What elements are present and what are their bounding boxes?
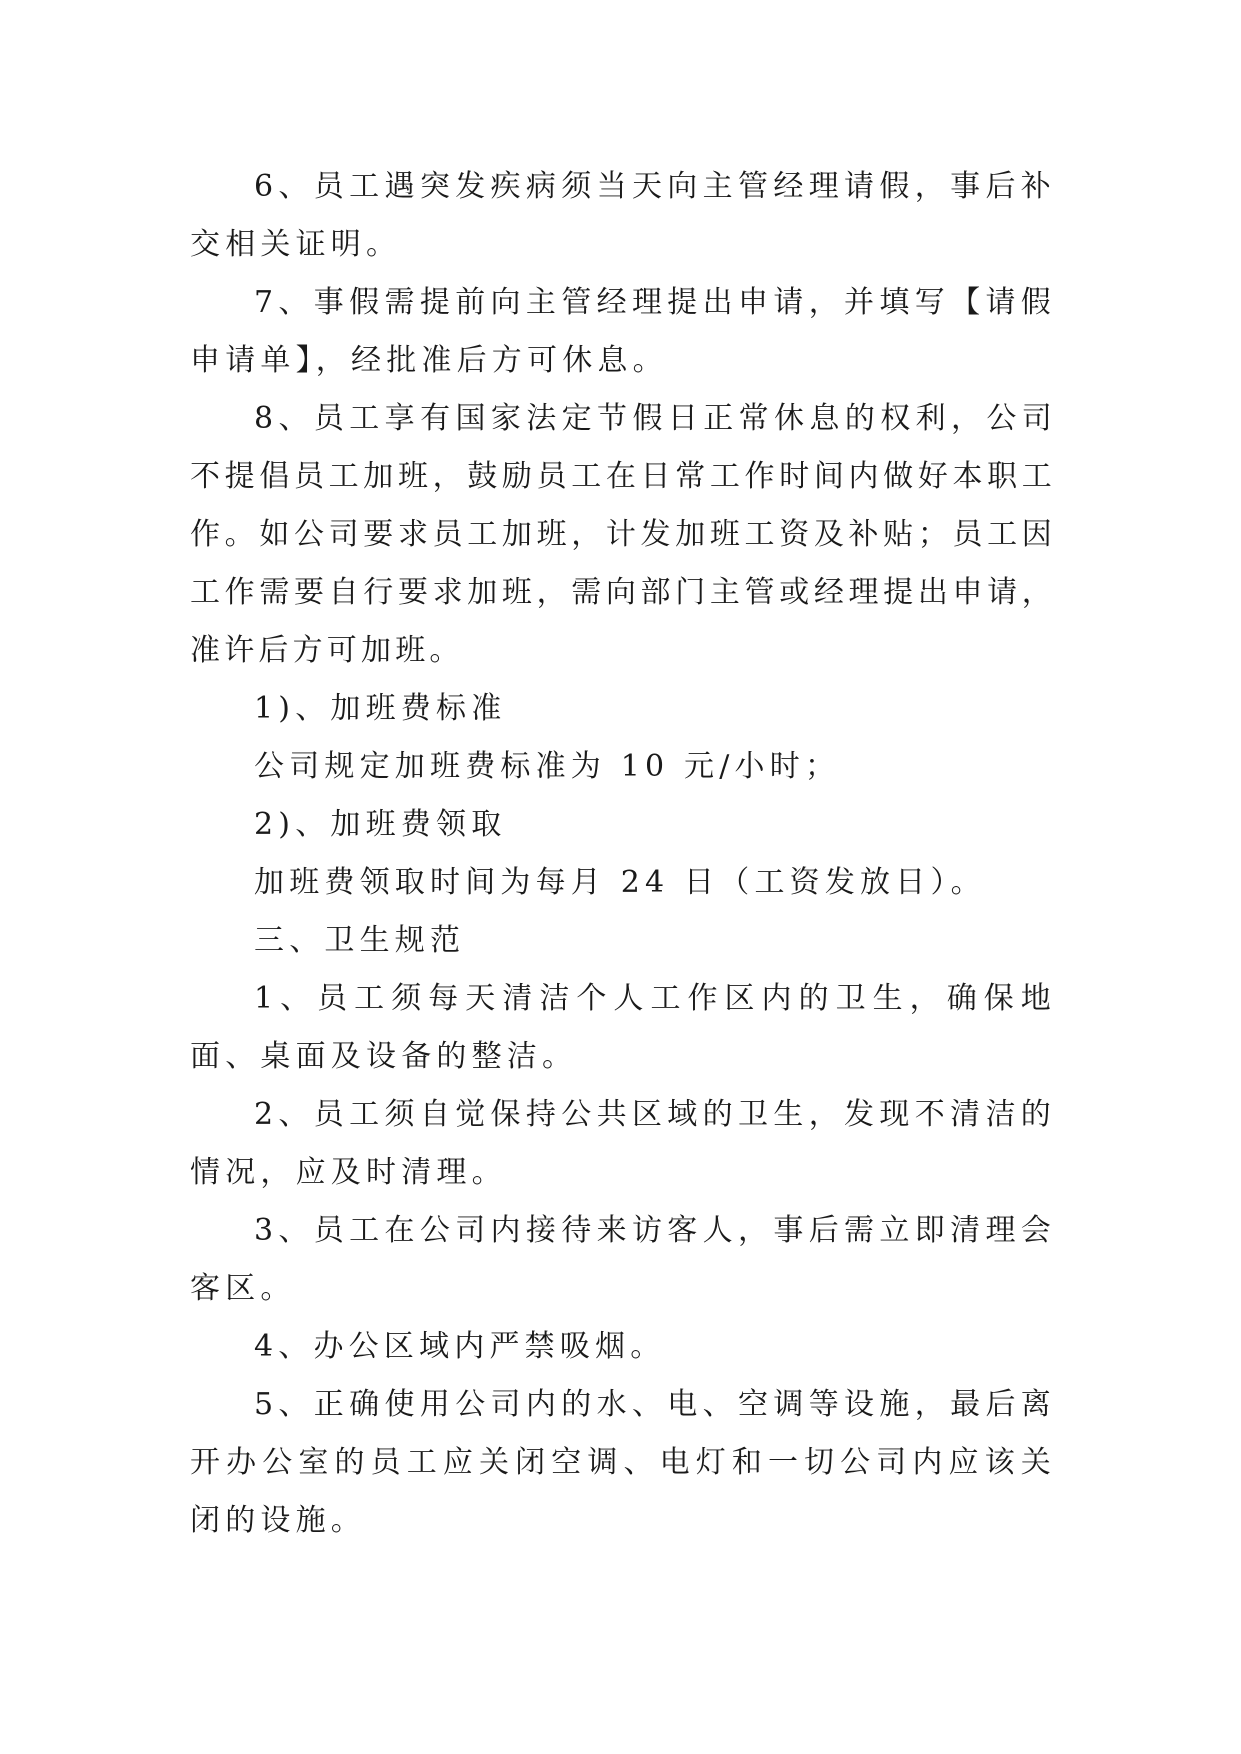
paragraph-personal-leave: 7、事假需提前向主管经理提出申请，并填写【请假申请单】，经批准后方可休息。	[190, 285, 1056, 378]
paragraph-hygiene-3: 3、员工在公司内接待来访客人，事后需立即清理会客区。	[190, 1213, 1056, 1306]
paragraph-hygiene-5: 5、正确使用公司内的水、电、空调等设施，最后离开办公室的员工应关闭空调、电灯和一切公司内应该关闭的设施。	[190, 1387, 1056, 1538]
section-heading-hygiene: 三、卫生规范	[254, 923, 466, 958]
document-page	[190, 158, 1056, 1550]
paragraph-hygiene-4: 4、办公区域内严禁吸烟。	[254, 1329, 666, 1364]
paragraph-holidays-overtime: 8、员工享有国家法定节假日正常休息的权利，公司不提倡员工加班，鼓励员工在日常工作时间内做好本职工作。如公司要求员工加班，计发加班工资及补贴；员工因工作需要自行要求加班，需向部门主管或经理提出申请，准许后方可加班。	[190, 401, 1056, 668]
paragraph-hygiene-2: 2、员工须自觉保持公共区域的卫生，发现不清洁的情况，应及时清理。	[190, 1097, 1056, 1190]
paragraph-overtime-pickup-heading: 2)、加班费领取	[254, 807, 507, 842]
paragraph-sick-leave: 6、员工遇突发疾病须当天向主管经理请假，事后补交相关证明。	[190, 169, 1056, 262]
paragraph-overtime-standard-heading: 1)、加班费标准	[254, 691, 507, 726]
paragraph-overtime-standard: 公司规定加班费标准为 10 元/小时；	[254, 749, 841, 784]
paragraph-hygiene-1: 1、员工须每天清洁个人工作区内的卫生，确保地面、桌面及设备的整洁。	[190, 981, 1056, 1074]
paragraph-overtime-pickup: 加班费领取时间为每月 24 日（工资发放日）。	[254, 865, 986, 900]
